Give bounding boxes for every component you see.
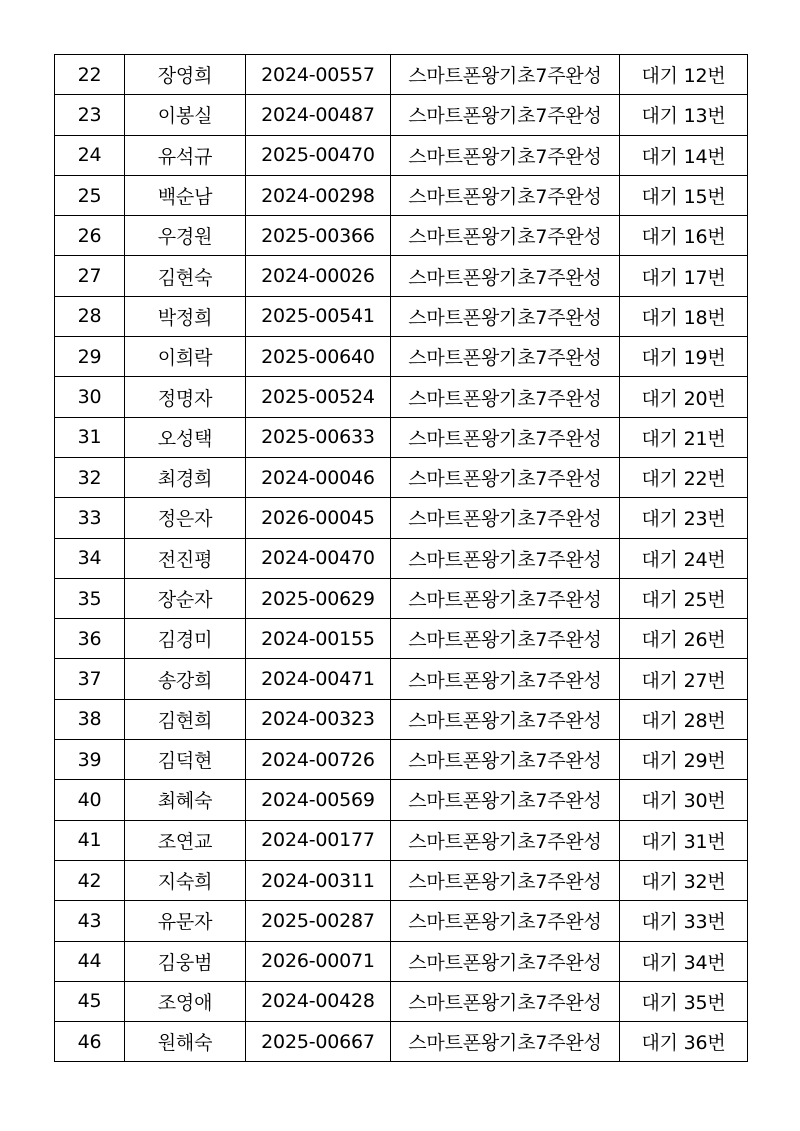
- member-id-cell: 2025-00287: [246, 901, 391, 941]
- row-number-cell: 25: [55, 175, 125, 215]
- member-id-cell: 2026-00045: [246, 498, 391, 538]
- course-cell: 스마트폰왕기초7주완성: [391, 457, 620, 497]
- member-id-cell: 2024-00046: [246, 457, 391, 497]
- course-cell: 스마트폰왕기초7주완성: [391, 498, 620, 538]
- wait-status-cell: 대기 24번: [620, 538, 748, 578]
- table-row: [55, 820, 748, 860]
- course-cell: 스마트폰왕기초7주완성: [391, 941, 620, 981]
- member-id-cell: 2025-00633: [246, 417, 391, 457]
- name-cell: 김웅범: [125, 941, 246, 981]
- wait-status-cell: 대기 17번: [620, 256, 748, 296]
- course-cell: 스마트폰왕기초7주완성: [391, 417, 620, 457]
- table-row: [55, 619, 748, 659]
- table-row: [55, 740, 748, 780]
- wait-status-cell: 대기 25번: [620, 578, 748, 618]
- table-row: [55, 699, 748, 739]
- row-number-cell: 38: [55, 699, 125, 739]
- member-id-cell: 2024-00470: [246, 538, 391, 578]
- table-row: [55, 860, 748, 900]
- course-cell: 스마트폰왕기초7주완성: [391, 659, 620, 699]
- name-cell: 정은자: [125, 498, 246, 538]
- wait-status-cell: 대기 14번: [620, 135, 748, 175]
- name-cell: 장영희: [125, 55, 246, 95]
- course-cell: 스마트폰왕기초7주완성: [391, 175, 620, 215]
- row-number-cell: 31: [55, 417, 125, 457]
- wait-status-cell: 대기 35번: [620, 981, 748, 1021]
- table-row: [55, 256, 748, 296]
- member-id-cell: 2024-00557: [246, 55, 391, 95]
- name-cell: 유석규: [125, 135, 246, 175]
- row-number-cell: 26: [55, 216, 125, 256]
- course-cell: 스마트폰왕기초7주완성: [391, 740, 620, 780]
- course-cell: 스마트폰왕기초7주완성: [391, 578, 620, 618]
- wait-status-cell: 대기 12번: [620, 55, 748, 95]
- member-id-cell: 2025-00541: [246, 296, 391, 336]
- course-cell: 스마트폰왕기초7주완성: [391, 135, 620, 175]
- wait-status-cell: 대기 31번: [620, 820, 748, 860]
- row-number-cell: 37: [55, 659, 125, 699]
- member-id-cell: 2024-00487: [246, 95, 391, 135]
- name-cell: 조연교: [125, 820, 246, 860]
- row-number-cell: 39: [55, 740, 125, 780]
- course-cell: 스마트폰왕기초7주완성: [391, 538, 620, 578]
- wait-status-cell: 대기 34번: [620, 941, 748, 981]
- row-number-cell: 45: [55, 981, 125, 1021]
- row-number-cell: 40: [55, 780, 125, 820]
- name-cell: 이희락: [125, 337, 246, 377]
- row-number-cell: 41: [55, 820, 125, 860]
- course-cell: 스마트폰왕기초7주완성: [391, 1022, 620, 1062]
- wait-status-cell: 대기 29번: [620, 740, 748, 780]
- name-cell: 전진평: [125, 538, 246, 578]
- row-number-cell: 34: [55, 538, 125, 578]
- name-cell: 김현숙: [125, 256, 246, 296]
- name-cell: 조영애: [125, 981, 246, 1021]
- row-number-cell: 24: [55, 135, 125, 175]
- wait-status-cell: 대기 21번: [620, 417, 748, 457]
- course-cell: 스마트폰왕기초7주완성: [391, 619, 620, 659]
- name-cell: 송강희: [125, 659, 246, 699]
- table-row: [55, 538, 748, 578]
- member-id-cell: 2024-00726: [246, 740, 391, 780]
- name-cell: 유문자: [125, 901, 246, 941]
- wait-status-cell: 대기 33번: [620, 901, 748, 941]
- table-row: [55, 135, 748, 175]
- table-row: [55, 337, 748, 377]
- row-number-cell: 27: [55, 256, 125, 296]
- row-number-cell: 46: [55, 1022, 125, 1062]
- table-row: [55, 1022, 748, 1062]
- member-id-cell: 2025-00667: [246, 1022, 391, 1062]
- course-cell: 스마트폰왕기초7주완성: [391, 296, 620, 336]
- name-cell: 최혜숙: [125, 780, 246, 820]
- table-row: [55, 578, 748, 618]
- wait-status-cell: 대기 18번: [620, 296, 748, 336]
- row-number-cell: 22: [55, 55, 125, 95]
- row-number-cell: 43: [55, 901, 125, 941]
- table-row: [55, 901, 748, 941]
- wait-status-cell: 대기 27번: [620, 659, 748, 699]
- wait-status-cell: 대기 20번: [620, 377, 748, 417]
- table-row: [55, 377, 748, 417]
- course-cell: 스마트폰왕기초7주완성: [391, 860, 620, 900]
- member-id-cell: 2025-00524: [246, 377, 391, 417]
- member-id-cell: 2024-00026: [246, 256, 391, 296]
- course-cell: 스마트폰왕기초7주완성: [391, 95, 620, 135]
- table-row: [55, 780, 748, 820]
- wait-status-cell: 대기 23번: [620, 498, 748, 538]
- member-id-cell: 2026-00071: [246, 941, 391, 981]
- row-number-cell: 44: [55, 941, 125, 981]
- table-row: [55, 95, 748, 135]
- course-cell: 스마트폰왕기초7주완성: [391, 377, 620, 417]
- member-id-cell: 2025-00629: [246, 578, 391, 618]
- name-cell: 김현희: [125, 699, 246, 739]
- name-cell: 오성택: [125, 417, 246, 457]
- course-cell: 스마트폰왕기초7주완성: [391, 820, 620, 860]
- table-row: [55, 498, 748, 538]
- member-id-cell: 2024-00298: [246, 175, 391, 215]
- waitlist-table: [54, 54, 748, 1062]
- member-id-cell: 2025-00470: [246, 135, 391, 175]
- waitlist-table-body: [55, 55, 748, 1062]
- table-row: [55, 296, 748, 336]
- table-row: [55, 55, 748, 95]
- row-number-cell: 30: [55, 377, 125, 417]
- course-cell: 스마트폰왕기초7주완성: [391, 981, 620, 1021]
- name-cell: 지숙희: [125, 860, 246, 900]
- name-cell: 김경미: [125, 619, 246, 659]
- member-id-cell: 2024-00311: [246, 860, 391, 900]
- name-cell: 최경희: [125, 457, 246, 497]
- course-cell: 스마트폰왕기초7주완성: [391, 216, 620, 256]
- table-row: [55, 941, 748, 981]
- wait-status-cell: 대기 32번: [620, 860, 748, 900]
- course-cell: 스마트폰왕기초7주완성: [391, 55, 620, 95]
- member-id-cell: 2024-00471: [246, 659, 391, 699]
- course-cell: 스마트폰왕기초7주완성: [391, 256, 620, 296]
- name-cell: 박정희: [125, 296, 246, 336]
- row-number-cell: 28: [55, 296, 125, 336]
- name-cell: 우경원: [125, 216, 246, 256]
- table-row: [55, 457, 748, 497]
- wait-status-cell: 대기 26번: [620, 619, 748, 659]
- table-row: [55, 659, 748, 699]
- wait-status-cell: 대기 22번: [620, 457, 748, 497]
- table-row: [55, 216, 748, 256]
- member-id-cell: 2024-00155: [246, 619, 391, 659]
- member-id-cell: 2025-00640: [246, 337, 391, 377]
- row-number-cell: 35: [55, 578, 125, 618]
- name-cell: 이봉실: [125, 95, 246, 135]
- row-number-cell: 29: [55, 337, 125, 377]
- name-cell: 백순남: [125, 175, 246, 215]
- wait-status-cell: 대기 19번: [620, 337, 748, 377]
- row-number-cell: 32: [55, 457, 125, 497]
- name-cell: 정명자: [125, 377, 246, 417]
- row-number-cell: 36: [55, 619, 125, 659]
- course-cell: 스마트폰왕기초7주완성: [391, 901, 620, 941]
- member-id-cell: 2024-00177: [246, 820, 391, 860]
- wait-status-cell: 대기 16번: [620, 216, 748, 256]
- row-number-cell: 33: [55, 498, 125, 538]
- row-number-cell: 23: [55, 95, 125, 135]
- name-cell: 원해숙: [125, 1022, 246, 1062]
- wait-status-cell: 대기 36번: [620, 1022, 748, 1062]
- member-id-cell: 2025-00366: [246, 216, 391, 256]
- table-row: [55, 417, 748, 457]
- course-cell: 스마트폰왕기초7주완성: [391, 780, 620, 820]
- course-cell: 스마트폰왕기초7주완성: [391, 337, 620, 377]
- row-number-cell: 42: [55, 860, 125, 900]
- name-cell: 장순자: [125, 578, 246, 618]
- wait-status-cell: 대기 28번: [620, 699, 748, 739]
- member-id-cell: 2024-00428: [246, 981, 391, 1021]
- member-id-cell: 2024-00323: [246, 699, 391, 739]
- wait-status-cell: 대기 15번: [620, 175, 748, 215]
- wait-status-cell: 대기 13번: [620, 95, 748, 135]
- table-row: [55, 981, 748, 1021]
- course-cell: 스마트폰왕기초7주완성: [391, 699, 620, 739]
- wait-status-cell: 대기 30번: [620, 780, 748, 820]
- table-row: [55, 175, 748, 215]
- name-cell: 김덕현: [125, 740, 246, 780]
- member-id-cell: 2024-00569: [246, 780, 391, 820]
